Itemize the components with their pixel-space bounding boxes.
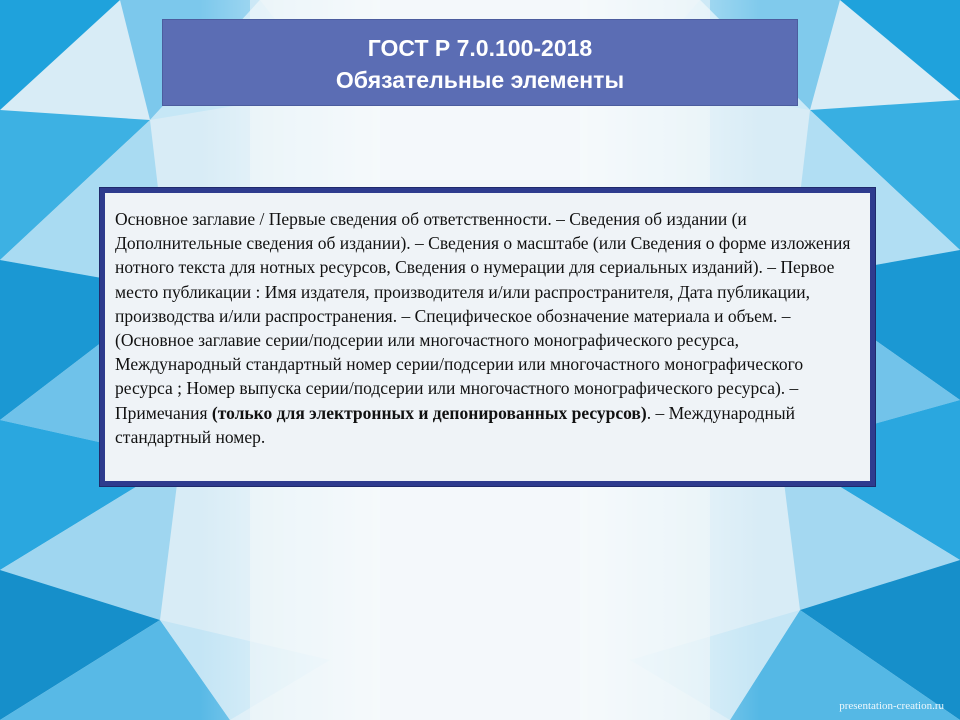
content-box [100,188,875,486]
slide-title [162,19,798,106]
title-line-2: Обязательные элементы [335,67,625,93]
body-text-part-2: . – Международный стандартный номер. [115,402,795,447]
body-text [115,207,860,449]
watermark: presentation-creation.ru [839,700,944,712]
body-text-bold: (только для электронных и депонированных ресурсов) [211,402,647,423]
body-text-part-1: Основное заглавие / Первые сведения об ответственности. – Сведения об издании (и Дополнительные сведения об издании). – Сведения о масштабе (или Сведения о форме изложения нотного текста для нотных ресурсов, Сведения о нумерации для сериальных изданий). – Первое место публикации : Имя издателя, производителя и/или распространителя, Дата публикации, производства и/или распространения. – Специфическое обозначение материала и объем. – (Основное заглавие серии/подсерии или многочастного монографического ресурса, Международный стандартный номер серии/подсерии или многочастного монографического ресурса ; Номер выпуска серии/подсерии или многочастного монографического ресурса). – Примечания [115,209,851,423]
title-line-1: ГОСТ Р 7.0.100-2018 [367,35,593,61]
